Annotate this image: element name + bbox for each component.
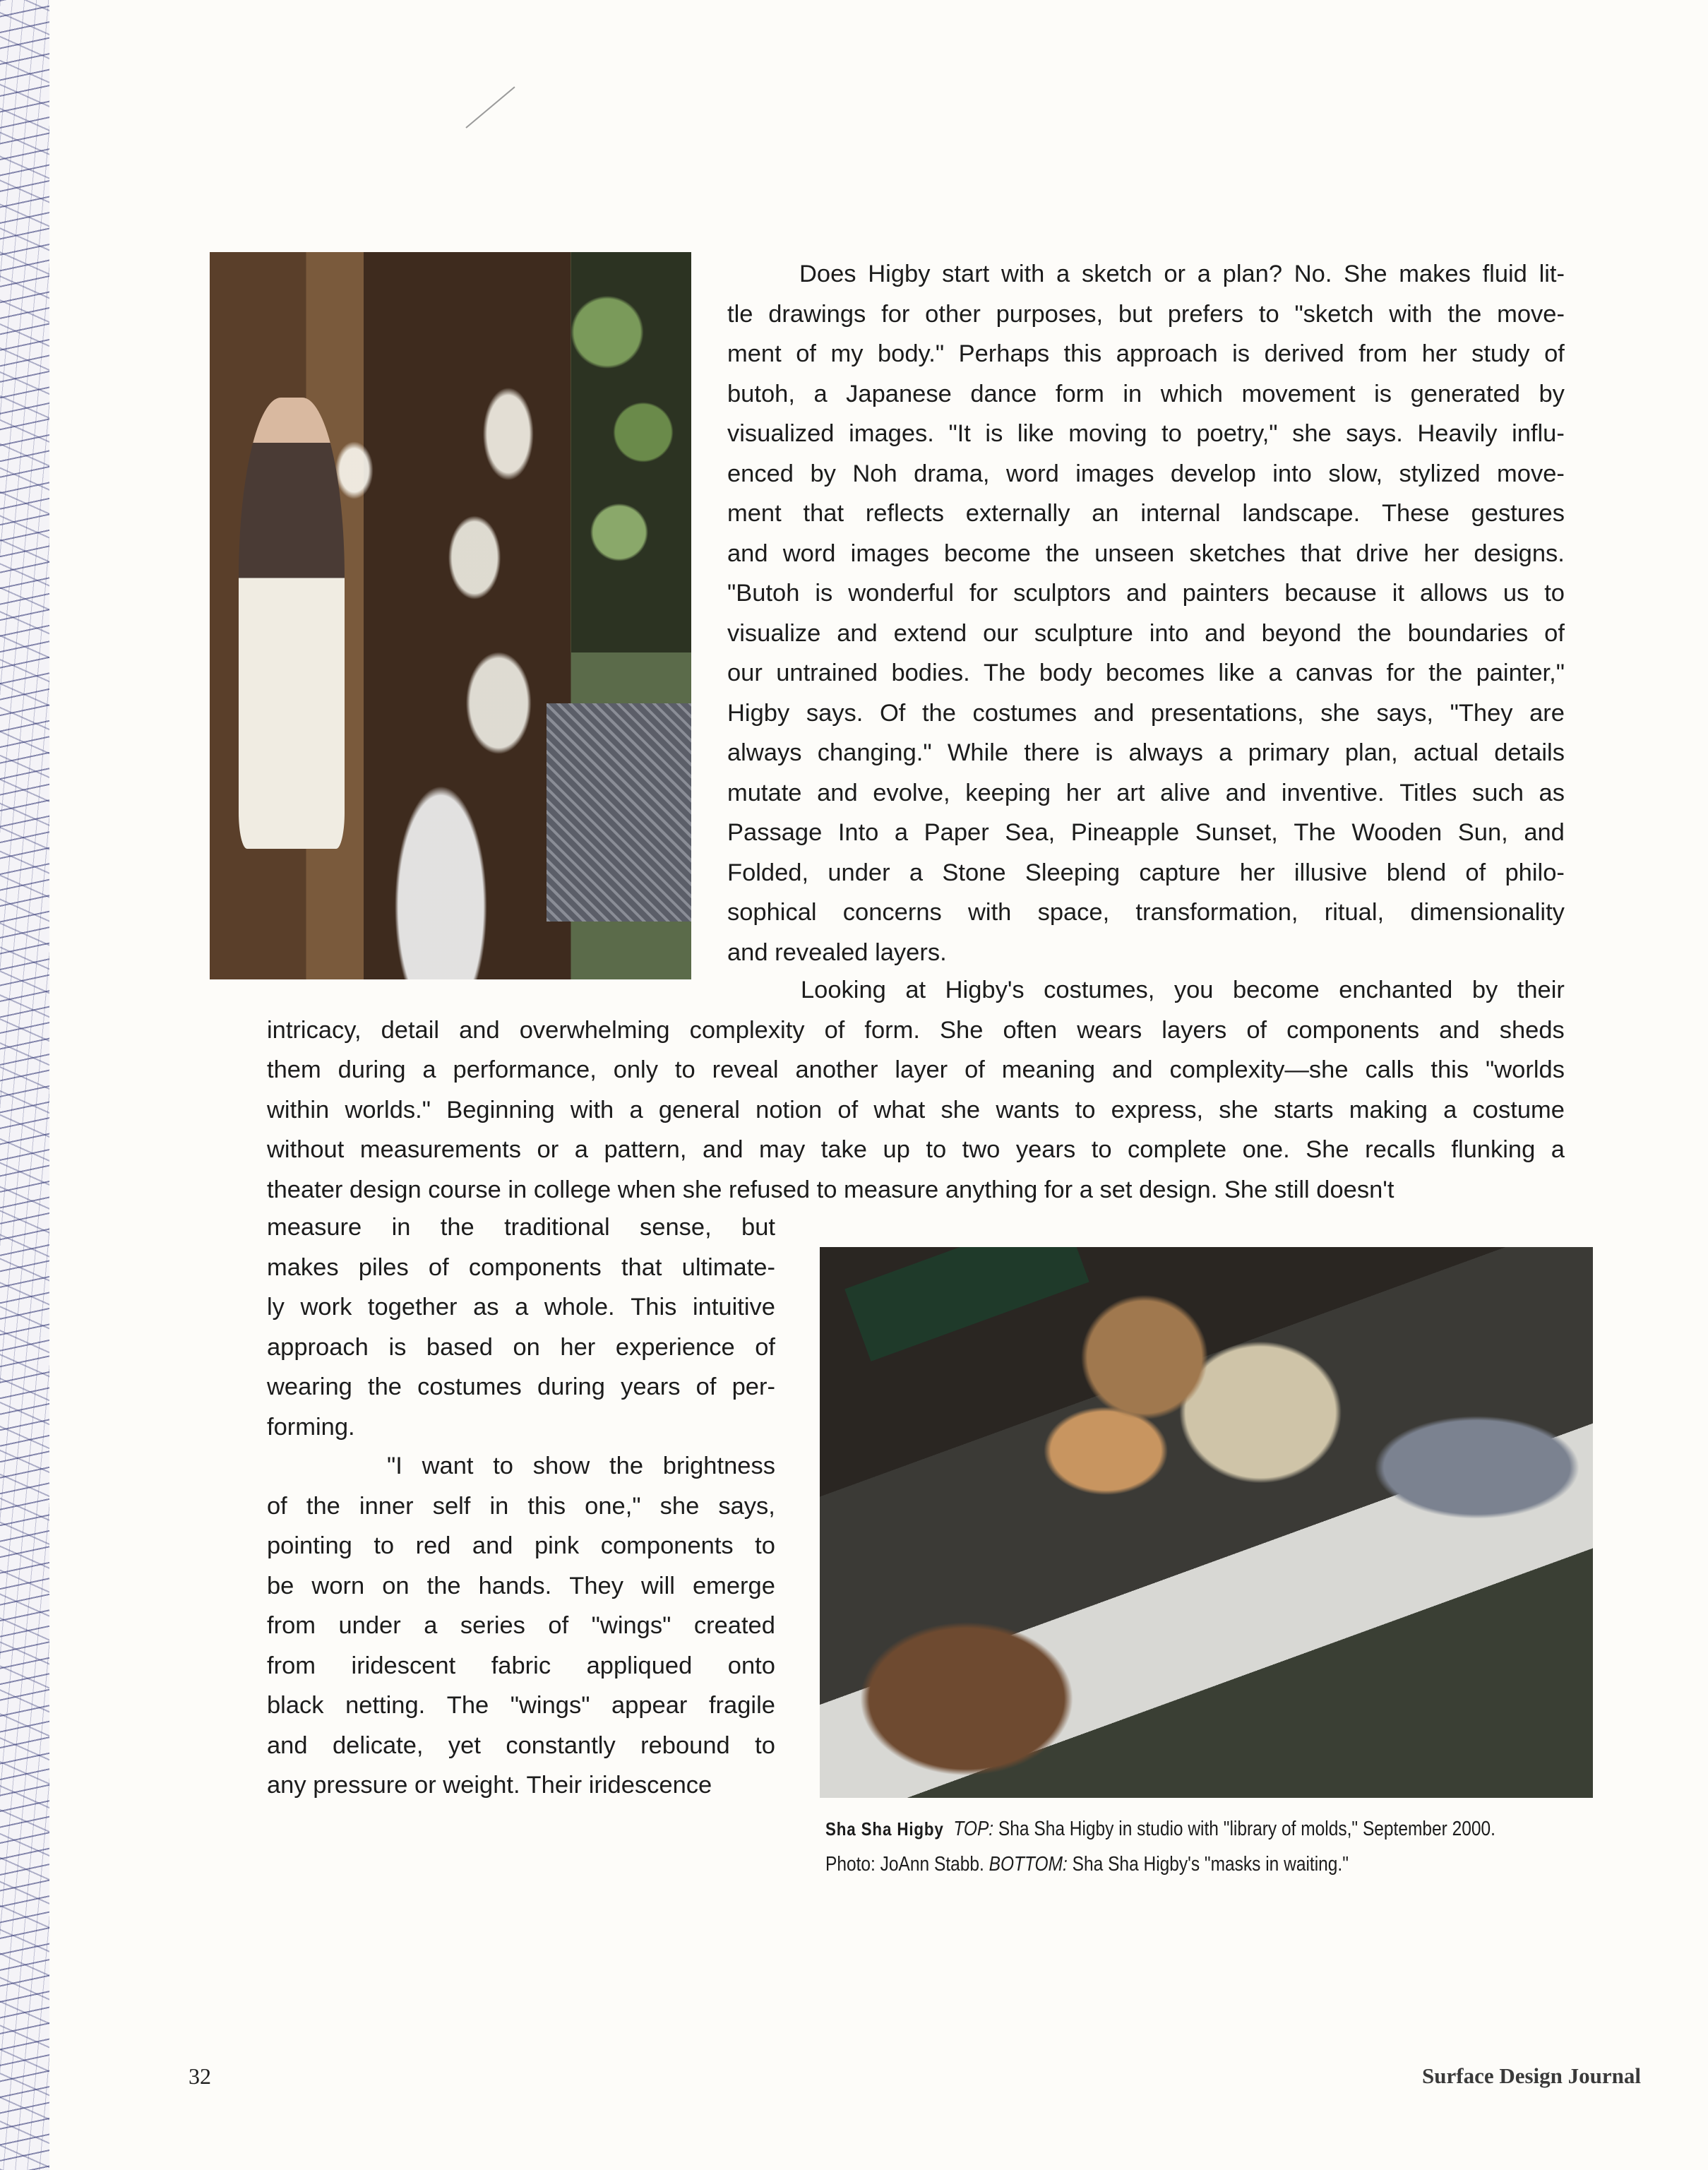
- text-line: ment that reflects externally an internal landscape. These gestures: [727, 500, 1565, 527]
- text-line: and revealed layers.: [727, 938, 947, 966]
- pen-mark: [465, 86, 515, 128]
- text-line: "Butoh is wonderful for sculptors and painters because it allows us to: [727, 580, 1565, 607]
- text-line: any pressure or weight. Their iridescence: [267, 1772, 712, 1799]
- masks-photo: [820, 1247, 1593, 1798]
- article-paragraph-2: [267, 970, 1565, 1210]
- caption-line-2: [825, 1847, 1491, 1882]
- text-line: and word images become the unseen sketches that drive her designs.: [727, 539, 1565, 567]
- caption-bottom-label: BOTTOM:: [989, 1853, 1068, 1876]
- text-line: sophical concerns with space, transformation, ritual, dimensionality: [727, 899, 1565, 926]
- photo-caption: [825, 1811, 1495, 1882]
- text-line: without measurements or a pattern, and may take up to two years to complete one. She recalls flunking a: [267, 1136, 1565, 1163]
- text-line: visualize and extend our sculpture into and beyond the boundaries of: [727, 619, 1565, 647]
- text-line: ment of my body." Perhaps this approach is derived from her study of: [727, 340, 1565, 367]
- text-line: intricacy, detail and overwhelming complexity of form. She often wears layers of components and sheds: [267, 1016, 1565, 1044]
- journal-title: Surface Design Journal: [1422, 2063, 1641, 2088]
- photo-bottle: [844, 1247, 1089, 1361]
- text-line: Passage Into a Paper Sea, Pineapple Sunset, The Wooden Sun, and: [727, 819, 1565, 846]
- text-line: butoh, a Japanese dance form in which movement is generated by: [727, 380, 1565, 407]
- text-line: be worn on the hands. They will emerge: [267, 1572, 775, 1599]
- photo-artist-figure: [239, 398, 345, 849]
- caption-bottom-text: Sha Sha Higby's "masks in waiting.": [1067, 1853, 1349, 1876]
- text-line: pointing to red and pink components to: [267, 1532, 775, 1559]
- caption-credit: Photo: JoAnn Stabb.: [825, 1853, 989, 1876]
- text-line: them during a performance, only to reveal another layer of meaning and complexity—she calls this "worlds: [267, 1056, 1565, 1083]
- text-line: visualized images. "It is like moving to poetry," she says. Heavily influ-: [727, 420, 1565, 447]
- text-line: tle drawings for other purposes, but prefers to "sketch with the move-: [727, 300, 1565, 328]
- caption-line-1: [825, 1811, 1495, 1847]
- text-line: Higby says. Of the costumes and presentations, she says, "They are: [727, 699, 1565, 727]
- caption-top-text: Sha Sha Higby in studio with "library of molds," September 2000.: [993, 1818, 1495, 1840]
- text-line: from under a series of "wings" created: [267, 1612, 775, 1639]
- page-number: 32: [189, 2063, 211, 2089]
- text-line: mutate and evolve, keeping her art alive and inventive. Titles such as: [727, 779, 1565, 806]
- text-line: "I want to show the brightness: [387, 1453, 775, 1479]
- text-line: our untrained bodies. The body becomes like a canvas for the painter,": [727, 660, 1565, 686]
- page-edge-doodle-strip: [0, 0, 49, 2170]
- text-line: Folded, under a Stone Sleeping capture her illusive blend of philo-: [727, 859, 1565, 886]
- caption-top-label: TOP:: [953, 1818, 994, 1840]
- text-line: enced by Noh drama, word images develop into slow, stylized move-: [727, 460, 1565, 487]
- caption-artist: Sha Sha Higby: [825, 1818, 944, 1840]
- text-line: approach is based on her experience of: [267, 1333, 775, 1361]
- text-line: always changing." While there is always a primary plan, actual details: [727, 739, 1565, 766]
- text-line: ly work together as a whole. This intuitive: [267, 1294, 775, 1321]
- text-line: Looking at Higby's costumes, you become enchanted by their: [801, 977, 1565, 1003]
- article-paragraph-4: [267, 1446, 775, 1806]
- studio-photo: [210, 252, 691, 979]
- text-line: of the inner self in this one," she says,: [267, 1492, 775, 1520]
- text-line: and delicate, yet constantly rebound to: [267, 1731, 775, 1759]
- text-line: black netting. The "wings" appear fragile: [267, 1692, 775, 1719]
- text-line: within worlds." Beginning with a general notion of what she wants to express, she starts making a costume: [267, 1096, 1565, 1123]
- photo-foliage: [571, 252, 692, 652]
- article-paragraph-1: [727, 254, 1565, 972]
- text-line: makes piles of components that ultimate-: [267, 1253, 775, 1281]
- text-line: from iridescent fabric appliqued onto: [267, 1652, 775, 1679]
- text-line: wearing the costumes during years of per-: [267, 1373, 775, 1400]
- photo-crates: [547, 703, 691, 922]
- article-paragraph-3: [267, 1208, 775, 1447]
- text-line: theater design course in college when she refused to measure anything for a set design. She still doesn't: [267, 1176, 1395, 1203]
- text-line: measure in the traditional sense, but: [267, 1214, 775, 1241]
- text-line: forming.: [267, 1413, 355, 1441]
- text-line: Does Higby start with a sketch or a plan? No. She makes fluid lit-: [799, 261, 1565, 287]
